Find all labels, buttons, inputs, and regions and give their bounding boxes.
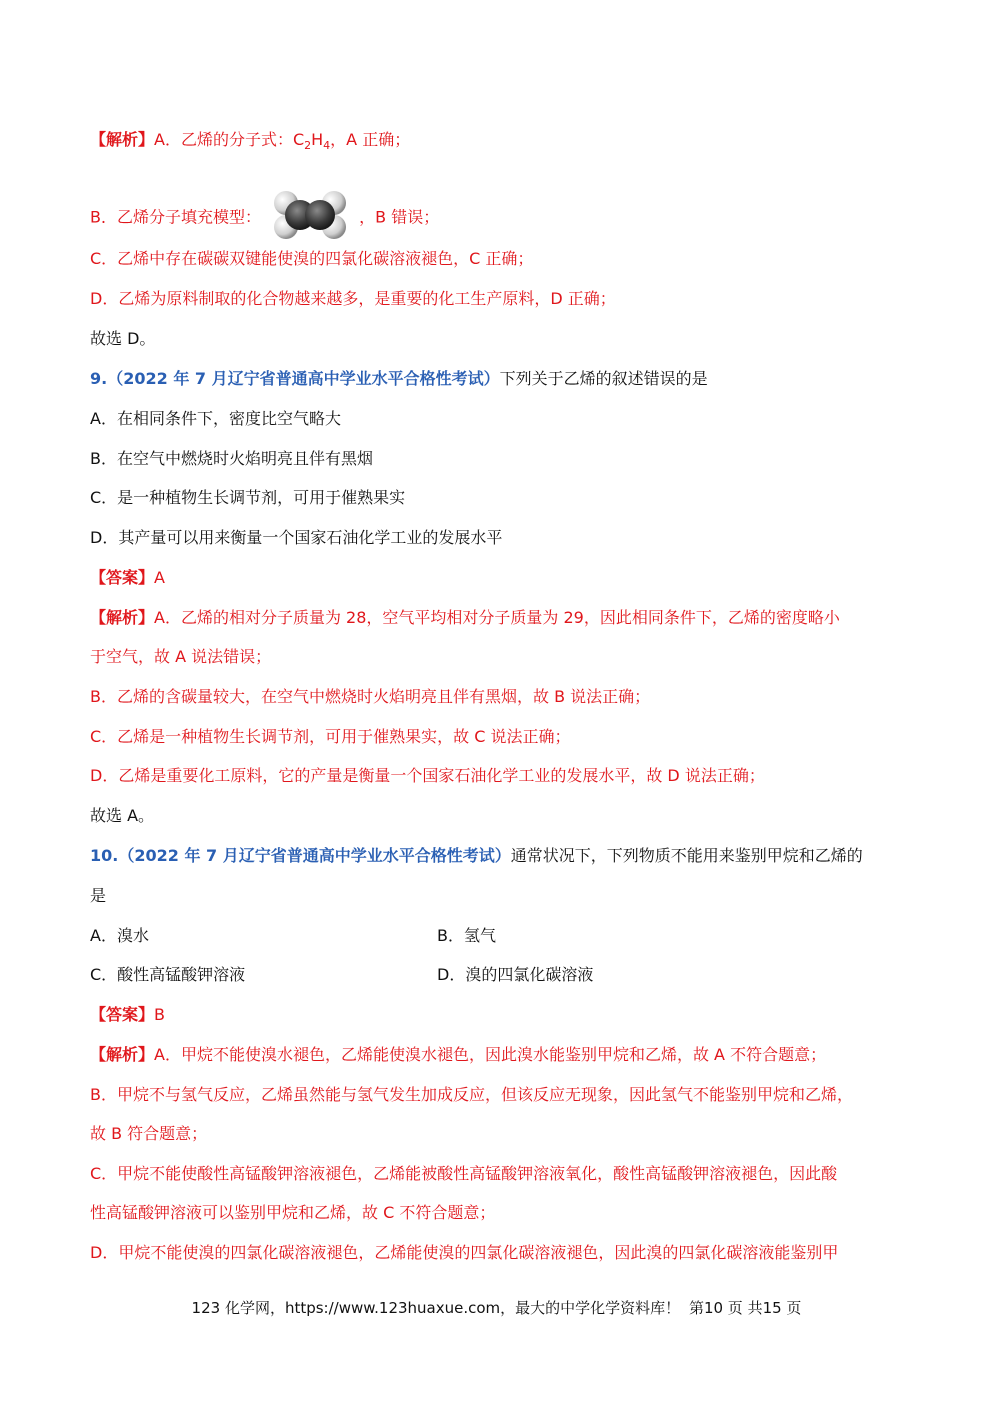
q9-analysis-b: B．乙烯的含碳量较大，在空气中燃烧时火焰明亮且伴有黑烟，故 B 说法正确；: [90, 687, 651, 706]
answer-tag: 【答案】: [90, 568, 155, 587]
q9-conclusion: 故选 A。: [90, 806, 155, 825]
q10-option-b: B．氢气: [437, 926, 496, 945]
q9-stem: 9.（2022 年 7 月辽宁省普通高中学业水平合格性考试）下列关于乙烯的叙述错误的是: [90, 369, 708, 388]
analysis-tag: 【解析】: [90, 608, 155, 627]
analysis-tag: 【解析】: [90, 130, 155, 149]
q8-analysis-d: D．乙烯为原料制取的化合物越来越多，是重要的化工生产原料，D 正确；: [90, 289, 616, 308]
q10-source: 10.（2022 年 7 月辽宁省普通高中学业水平合格性考试）: [90, 846, 511, 865]
q10-option-c: C．酸性高锰酸钾溶液: [90, 965, 246, 984]
q9-option-d: D．其产量可以用来衡量一个国家石油化学工业的发展水平: [90, 528, 503, 547]
q10-analysis-b-line2: 故 B 符合题意；: [90, 1124, 208, 1143]
q10-options-row1: [90, 925, 890, 947]
footer-page-number: 第10 页 共15 页: [688, 1299, 802, 1317]
q9-source: 9.（2022 年 7 月辽宁省普通高中学业水平合格性考试）: [90, 369, 500, 388]
q10-analysis-b-line1: B．甲烷不与氢气反应，乙烯虽然能与氢气发生加成反应，但该反应无现象，因此氢气不能鉴别甲烷和乙烯，: [90, 1085, 853, 1104]
page-footer: [0, 1297, 993, 1318]
q10-answer: 【答案】B: [90, 1005, 165, 1024]
q10-stem-line2: 是: [90, 886, 107, 905]
q8-conclusion: 故选 D。: [90, 329, 156, 348]
q10-analysis-c-line2: 性高锰酸钾溶液可以鉴别甲烷和乙烯，故 C 不符合题意；: [90, 1203, 496, 1222]
q9-option-b: B．在空气中燃烧时火焰明亮且伴有黑烟: [90, 449, 373, 468]
ethylene-space-filling-model-image: [270, 189, 350, 247]
q10-stem-line1: 10.（2022 年 7 月辽宁省普通高中学业水平合格性考试）通常状况下，下列物质不能用来鉴别甲烷和乙烯的: [90, 846, 863, 865]
q10-option-d: D．溴的四氯化碳溶液: [437, 965, 594, 984]
q8-analysis-a: 【解析】A．乙烯的分子式：$C_2H_4$，A 正确；: [90, 130, 411, 153]
answer-tag: 【答案】: [90, 1005, 155, 1024]
q9-analysis-a-line2: 于空气，故 A 说法错误；: [90, 647, 272, 666]
analysis-tag: 【解析】: [90, 1045, 155, 1064]
q8-analysis-c: C．乙烯中存在碳碳双键能使溴的四氯化碳溶液褪色，C 正确；: [90, 249, 534, 268]
q10-analysis-a: 【解析】A．甲烷不能使溴水褪色，乙烯能使溴水褪色，因此溴水能鉴别甲烷和乙烯，故 A 不符合题意；: [90, 1045, 827, 1064]
q10-analysis-d-line1: D．甲烷不能使溴的四氯化碳溶液褪色，乙烯能使溴的四氯化碳溶液褪色，因此溴的四氯化碳溶液能鉴别甲: [90, 1243, 839, 1262]
q10-options-row2: [90, 964, 890, 986]
footer-site: 123 化学网，https://www.123huaxue.com，最大的中学化学资料库！: [191, 1299, 681, 1317]
q9-option-c: C．是一种植物生长调节剂，可用于催熟果实: [90, 488, 406, 507]
q9-analysis-a-line1: 【解析】A．乙烯的相对分子质量为 28，空气平均相对分子质量为 29，因此相同条件下，乙烯的密度略小: [90, 608, 840, 627]
q9-answer: 【答案】A: [90, 568, 165, 587]
q9-analysis-c: C．乙烯是一种植物生长调节剂，可用于催熟果实，故 C 说法正确；: [90, 727, 571, 746]
q9-option-a: A．在相同条件下，密度比空气略大: [90, 409, 341, 428]
q10-option-a: A．溴水: [90, 926, 149, 945]
q8-analysis-b: B．乙烯分子填充模型： ，B 错误；: [90, 189, 439, 247]
q10-analysis-c-line1: C．甲烷不能使酸性高锰酸钾溶液褪色，乙烯能被酸性高锰酸钾溶液氧化，酸性高锰酸钾溶液褪色，因此酸: [90, 1164, 838, 1183]
q9-analysis-d: D．乙烯是重要化工原料，它的产量是衡量一个国家石油化学工业的发展水平，故 D 说法正确；: [90, 766, 765, 785]
